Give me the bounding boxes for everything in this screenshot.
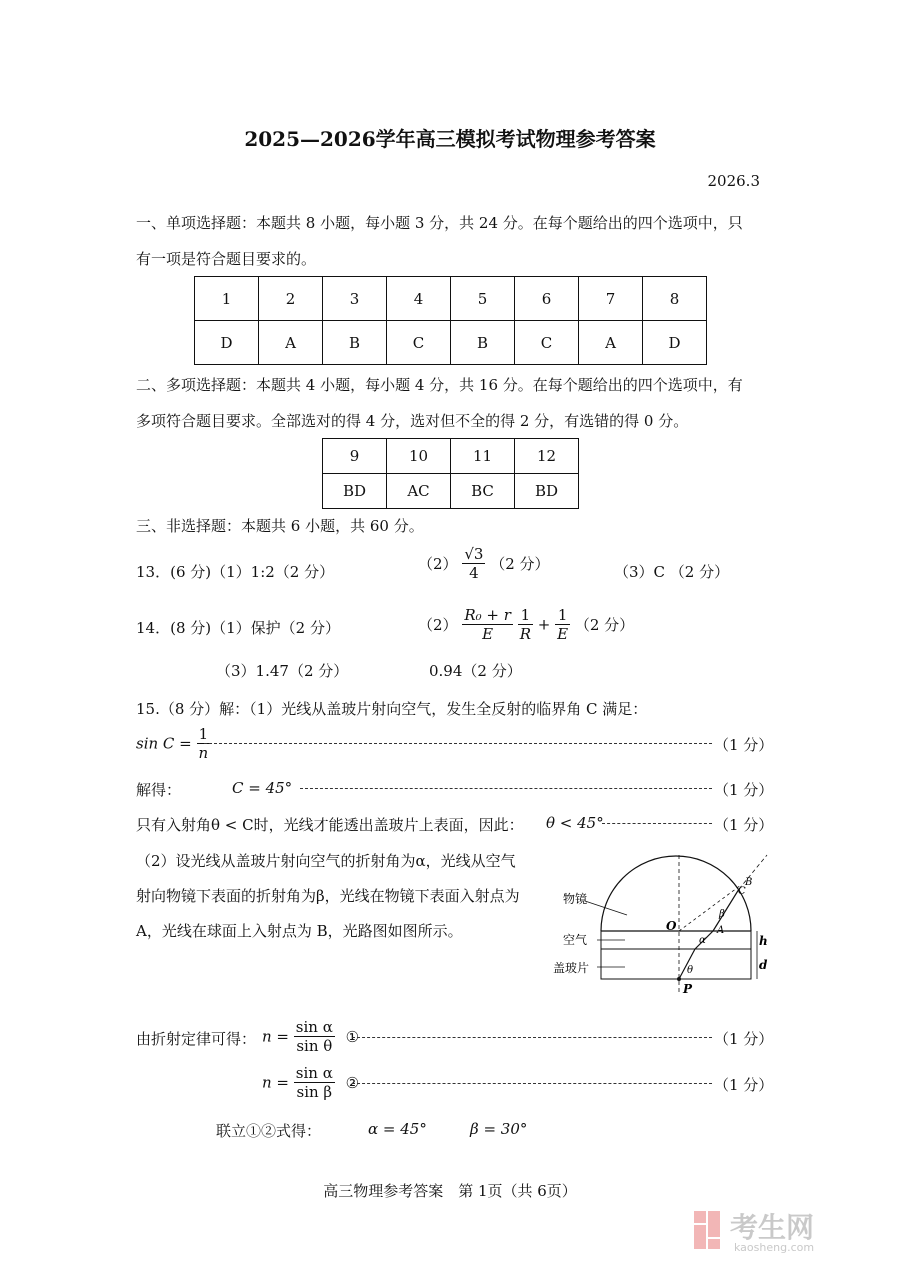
q15-eq3-num: sin α bbox=[295, 1064, 333, 1082]
page-footer: 高三物理参考答案 第 1页（共 6页） bbox=[323, 1182, 577, 1200]
q14-part1: 14．(8 分)（1）保护（2 分） bbox=[136, 619, 340, 637]
q15-eq2-mark: ① bbox=[345, 1027, 360, 1046]
q15-eq2 bbox=[262, 1018, 359, 1055]
question-number-cell: 12 bbox=[515, 439, 579, 474]
q13-fraction bbox=[462, 545, 485, 582]
q14-fraction-1-den: E bbox=[482, 625, 494, 643]
q15-eq2-score: （1 分） bbox=[714, 1030, 774, 1048]
question-number-cell: 6 bbox=[515, 277, 579, 321]
answer-cell: A bbox=[579, 321, 643, 365]
point-p-dot bbox=[677, 977, 681, 981]
q15-solve-eq: C = 45° bbox=[232, 779, 293, 797]
answer-cell: BD bbox=[515, 474, 579, 509]
answer-cell: B bbox=[451, 321, 515, 365]
multi-choice-table bbox=[322, 438, 579, 509]
lens-label: 物镜 bbox=[563, 892, 588, 906]
page-title: 2025—2026学年高三模拟考试物理参考答案 bbox=[244, 127, 656, 151]
q15-eq1 bbox=[136, 725, 210, 762]
q13-part3: （3）C （2 分） bbox=[614, 563, 730, 581]
q13-fraction-den: 4 bbox=[469, 564, 479, 582]
cover-slip bbox=[601, 949, 751, 979]
q15-eq1-score: （1 分） bbox=[714, 736, 774, 754]
q15-beta-result: β = 30° bbox=[470, 1120, 528, 1138]
q14-part2-score: （2 分） bbox=[574, 616, 635, 634]
watermark-url: kaosheng.com bbox=[734, 1241, 815, 1254]
answer-cell: BD bbox=[323, 474, 387, 509]
q15-eq3-mark: ② bbox=[345, 1073, 360, 1092]
cover-label: 盖玻片 bbox=[553, 961, 590, 975]
question-number-cell: 9 bbox=[323, 439, 387, 474]
dash-leader bbox=[204, 743, 712, 744]
question-number-cell: 3 bbox=[323, 277, 387, 321]
section1-heading-line2: 有一项是符合题目要求的。 bbox=[136, 250, 317, 268]
theta-label: θ bbox=[687, 965, 694, 976]
q14-part3: （3）1.47（2 分） bbox=[216, 662, 349, 680]
q15-eq2-num: sin α bbox=[295, 1018, 333, 1036]
q14-part2-prefix: （2） bbox=[418, 616, 458, 634]
q15-condition-score: （1 分） bbox=[714, 816, 774, 834]
q15-eq3-den: sin β bbox=[296, 1083, 333, 1101]
point-p-label: P bbox=[683, 982, 693, 996]
q15-eq3-lhs: n = bbox=[262, 1073, 289, 1092]
answer-cell: D bbox=[643, 321, 707, 365]
dash-leader bbox=[352, 1083, 712, 1084]
q13-part2-score: （2 分） bbox=[490, 555, 550, 573]
section1-heading-line1: 一、单项选择题：本题共 8 小题，每小题 3 分，共 24 分。在每个题给出的四个选项中，只 bbox=[136, 214, 743, 232]
section2-heading-line1: 二、多项选择题：本题共 4 小题，每小题 4 分，共 16 分。在每个题给出的四个选项中，有 bbox=[136, 376, 743, 394]
answer-cell: D bbox=[195, 321, 259, 365]
q14-fraction-3-num: 1 bbox=[555, 606, 570, 625]
q13-fraction-num: √3 bbox=[464, 545, 484, 563]
point-a-label: A bbox=[717, 925, 725, 936]
q15-part2-line2: 射向物镜下表面的折射角为β，光线在物镜下表面入射点为 bbox=[136, 887, 520, 905]
watermark-graphic bbox=[690, 1205, 880, 1255]
d-label: d bbox=[759, 958, 768, 972]
q15-eq1-den: n bbox=[198, 744, 209, 762]
q15-eq3-fraction bbox=[294, 1064, 335, 1101]
point-b-label: B bbox=[745, 877, 753, 888]
dash-leader bbox=[352, 1037, 712, 1038]
answer-cell: AC bbox=[387, 474, 451, 509]
alpha-label: α bbox=[699, 935, 706, 946]
point-o-label: O bbox=[666, 919, 677, 933]
radius-line bbox=[679, 885, 741, 931]
q15-eq1-lhs: sin C = bbox=[136, 734, 192, 753]
question-number-cell: 2 bbox=[259, 277, 323, 321]
q14-part3b: 0.94（2 分） bbox=[429, 662, 522, 680]
q15-eq2-den: sin θ bbox=[296, 1037, 333, 1055]
q15-combine-label: 联立①②式得： bbox=[216, 1122, 322, 1140]
question-number-cell: 11 bbox=[451, 439, 515, 474]
logo-block bbox=[708, 1211, 720, 1237]
section2-heading-line2: 多项符合题目要求。全部选对的得 4 分，选对但不全的得 2 分，有选错的得 0 分。 bbox=[136, 412, 689, 430]
beta-label: β bbox=[719, 909, 725, 920]
ray-extension bbox=[739, 855, 767, 889]
q15-part2-line1: （2）设光线从盖玻片射向空气的折射角为α，光线从空气 bbox=[136, 852, 516, 870]
q14-part2 bbox=[418, 606, 634, 643]
question-number-cell: 7 bbox=[579, 277, 643, 321]
q15-solve-label: 解得： bbox=[136, 781, 182, 799]
q15-part2-line3: A，光线在球面上入射点为 B，光路图如图所示。 bbox=[136, 922, 463, 940]
answer-cell: A bbox=[259, 321, 323, 365]
point-c-label: C bbox=[738, 886, 746, 897]
section3-heading: 三、非选择题：本题共 6 小题，共 60 分。 bbox=[136, 517, 424, 535]
dash-leader bbox=[300, 788, 712, 789]
q15-eq3-score: （1 分） bbox=[714, 1076, 774, 1094]
q14-fraction-2-num: 1 bbox=[518, 606, 533, 625]
q14-fraction-1-num: R₀ + r bbox=[464, 606, 511, 624]
q14-fraction-1 bbox=[462, 606, 513, 643]
air-label: 空气 bbox=[563, 933, 588, 947]
question-number-cell: 4 bbox=[387, 277, 451, 321]
q14-fraction-3-den: E bbox=[557, 625, 569, 643]
q13-part2 bbox=[418, 545, 550, 582]
answer-cell: B bbox=[323, 321, 387, 365]
q13-part2-prefix: （2） bbox=[418, 555, 458, 573]
q14-fraction-2 bbox=[518, 606, 533, 643]
answer-cell: C bbox=[387, 321, 451, 365]
watermark-logo bbox=[690, 1205, 880, 1255]
watermark-text: 考生网 bbox=[730, 1211, 815, 1244]
q15-eq1-num: 1 bbox=[197, 725, 211, 744]
question-number-cell: 8 bbox=[643, 277, 707, 321]
q14-fraction-3 bbox=[555, 606, 570, 643]
h-label: h bbox=[759, 934, 768, 948]
answer-cell: BC bbox=[451, 474, 515, 509]
q15-alpha-result: α = 45° bbox=[368, 1120, 427, 1138]
question-number-cell: 10 bbox=[387, 439, 451, 474]
single-choice-table bbox=[194, 276, 707, 365]
q15-condition-text: 只有入射角θ < C时，光线才能透出盖玻片上表面，因此： bbox=[136, 816, 524, 834]
question-number-cell: 5 bbox=[451, 277, 515, 321]
logo-block bbox=[694, 1211, 706, 1223]
answer-cell: C bbox=[515, 321, 579, 365]
q14-plus: + bbox=[537, 615, 551, 634]
q15-eq2-fraction bbox=[294, 1018, 335, 1055]
q15-intro: 15.（8 分）解：（1）光线从盖玻片射向空气，发生全反射的临界角 C 满足： bbox=[136, 700, 648, 718]
exam-date: 2026.3 bbox=[707, 172, 760, 190]
logo-block bbox=[708, 1239, 720, 1249]
q13-part1: 13．(6 分)（1）1:2（2 分） bbox=[136, 563, 335, 581]
q15-condition-eq: θ < 45° bbox=[546, 814, 604, 832]
q15-eq2-lhs: n = bbox=[262, 1027, 289, 1046]
q15-solve-score: （1 分） bbox=[714, 781, 774, 799]
q15-refraction-label: 由折射定律可得： bbox=[136, 1030, 257, 1048]
q14-fraction-2-den: R bbox=[519, 625, 531, 643]
dash-leader bbox=[602, 823, 712, 824]
logo-block bbox=[694, 1225, 706, 1249]
q15-eq3 bbox=[262, 1064, 359, 1101]
question-number-cell: 1 bbox=[195, 277, 259, 321]
light-path-diagram bbox=[545, 845, 780, 1005]
